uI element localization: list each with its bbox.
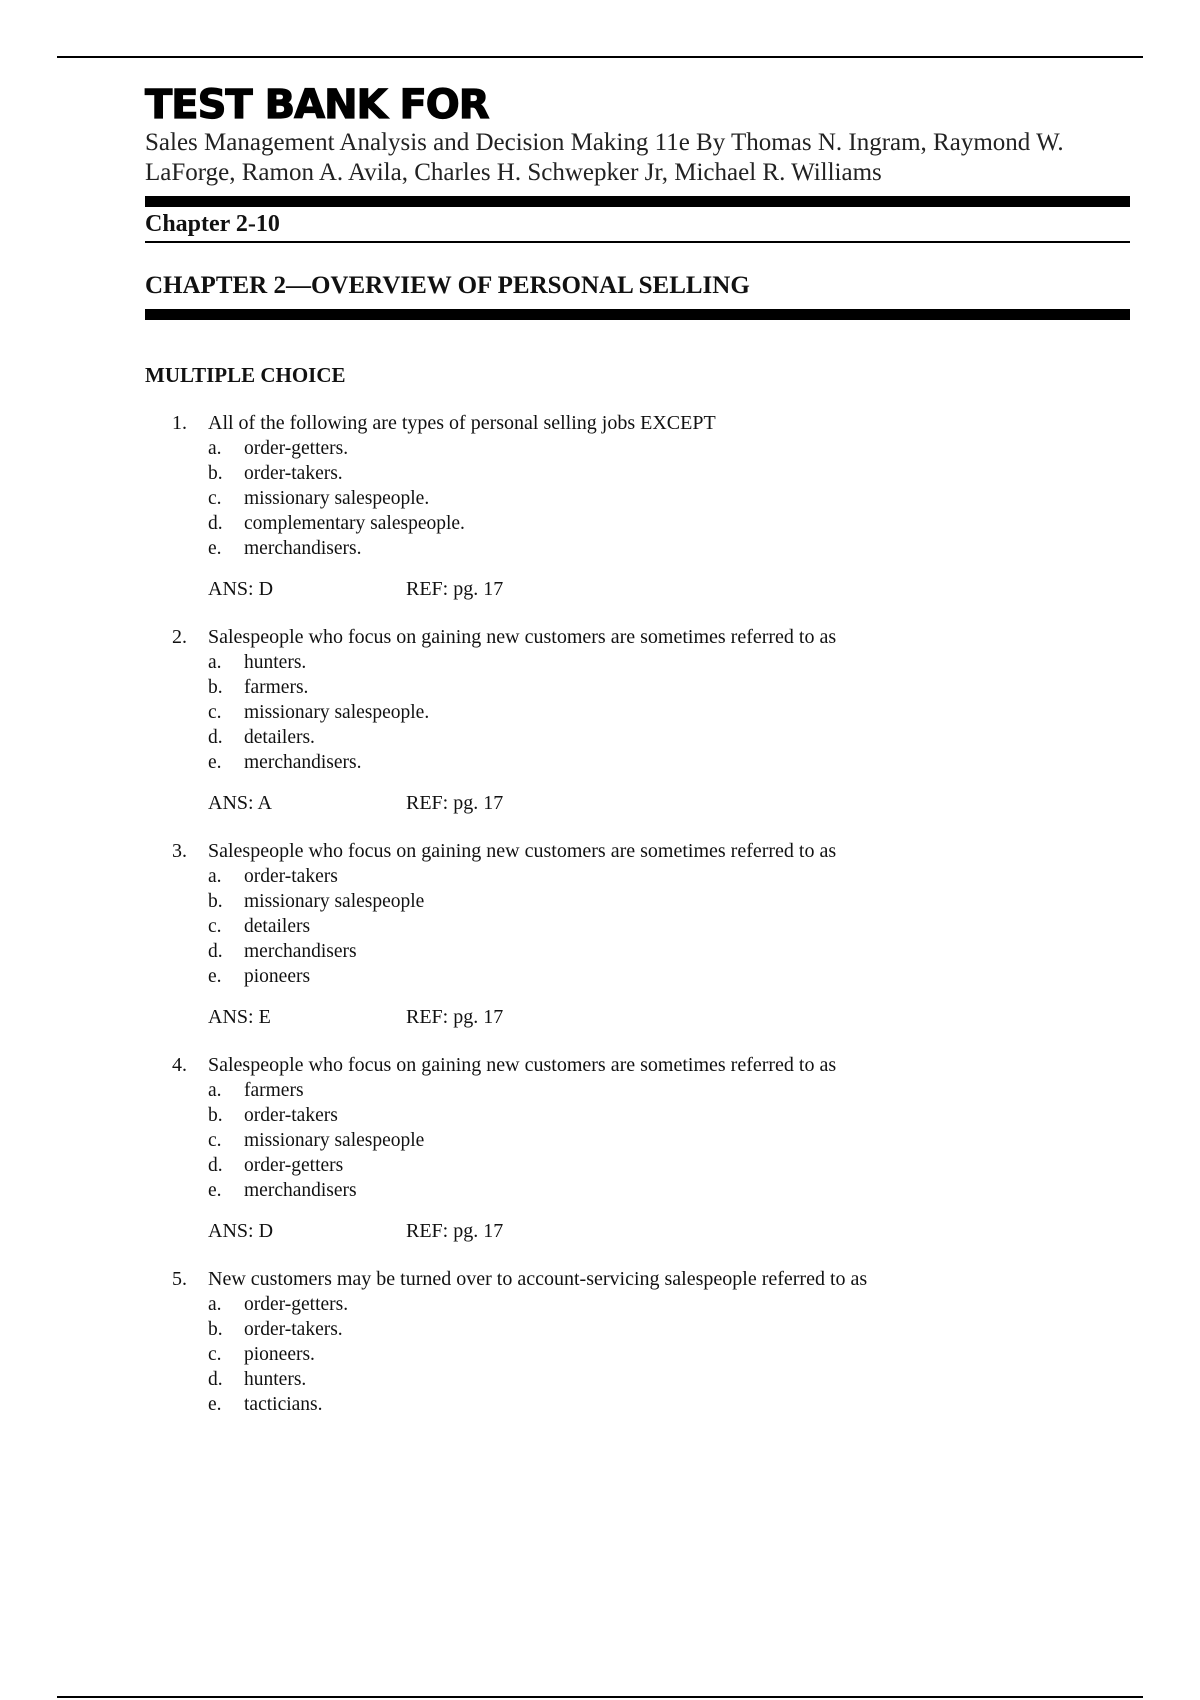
option-item: [208, 1128, 1130, 1153]
option-letter: a.: [208, 652, 222, 673]
option-item: [208, 750, 1130, 775]
question-number: 2.: [172, 626, 187, 648]
chapter-range: Chapter 2-10: [145, 211, 280, 237]
answer-line: [208, 576, 1130, 602]
option-letter: d.: [208, 1155, 223, 1176]
option-item: [208, 536, 1130, 561]
question-number: 3.: [172, 840, 187, 862]
book-title-line-1: Sales Management Analysis and Decision Making 11e By Thomas N. Ingram, Raymond W.: [145, 129, 1064, 156]
page-reference: REF: pg. 17: [406, 792, 504, 814]
option-item: [208, 486, 1130, 511]
question-number: 1.: [172, 412, 187, 434]
option-text: hunters.: [244, 652, 307, 673]
option-letter: e.: [208, 752, 222, 773]
option-item: [208, 964, 1130, 989]
option-letter: d.: [208, 1369, 223, 1390]
book-title-line-2: LaForge, Ramon A. Avila, Charles H. Schwepker Jr, Michael R. Williams: [145, 159, 882, 186]
option-text: order-takers.: [244, 463, 343, 484]
option-text: order-takers: [244, 866, 338, 887]
option-item: [208, 1153, 1130, 1178]
option-item: [208, 1317, 1130, 1342]
option-text: farmers: [244, 1080, 304, 1101]
option-letter: b.: [208, 463, 223, 484]
question-text: Salespeople who focus on gaining new customers are sometimes referred to as: [208, 626, 837, 648]
option-letter: b.: [208, 891, 223, 912]
answer-line: [208, 790, 1130, 816]
option-text: pioneers.: [244, 1344, 315, 1365]
option-text: order-takers: [244, 1105, 338, 1126]
question-text: Salespeople who focus on gaining new customers are sometimes referred to as: [208, 840, 837, 862]
bottom-divider: [57, 1696, 1143, 1698]
option-item: [208, 914, 1130, 939]
option-letter: a.: [208, 438, 222, 459]
option-item: [208, 511, 1130, 536]
answer-key: ANS: D: [208, 1220, 274, 1242]
answer-key: ANS: A: [208, 792, 272, 814]
answer-key: ANS: E: [208, 1006, 271, 1028]
option-text: complementary salespeople.: [244, 513, 465, 534]
question-text: Salespeople who focus on gaining new customers are sometimes referred to as: [208, 1054, 837, 1076]
option-item: [208, 1078, 1130, 1103]
option-text: farmers.: [244, 677, 309, 698]
page-reference: REF: pg. 17: [406, 1006, 504, 1028]
option-item: [208, 1342, 1130, 1367]
chapter-range-divider: [145, 241, 1130, 243]
option-letter: a.: [208, 1294, 222, 1315]
option-text: detailers: [244, 916, 311, 937]
option-text: merchandisers.: [244, 752, 362, 773]
question-2: [145, 624, 1130, 816]
answer-line: [208, 1218, 1130, 1244]
option-text: detailers.: [244, 727, 315, 748]
option-item: [208, 1392, 1130, 1417]
document-title: TEST BANK FOR: [145, 82, 489, 128]
option-item: [208, 436, 1130, 461]
option-item: [208, 1103, 1130, 1128]
option-letter: e.: [208, 538, 222, 559]
chapter-heading: CHAPTER 2—OVERVIEW OF PERSONAL SELLING: [145, 272, 750, 299]
title-divider: [145, 196, 1130, 207]
top-divider: [57, 56, 1143, 58]
answer-key: ANS: D: [208, 578, 274, 600]
question-3: [145, 838, 1130, 1030]
option-item: [208, 1367, 1130, 1392]
option-letter: e.: [208, 1180, 222, 1201]
option-text: missionary salespeople: [244, 1130, 425, 1151]
option-letter: c.: [208, 702, 222, 723]
page-reference: REF: pg. 17: [406, 578, 504, 600]
question-list: [145, 410, 1130, 1417]
option-item: [208, 461, 1130, 486]
question-number: 4.: [172, 1054, 187, 1076]
option-item: [208, 725, 1130, 750]
option-letter: d.: [208, 727, 223, 748]
option-letter: e.: [208, 1394, 222, 1415]
option-letter: b.: [208, 1105, 223, 1126]
option-item: [208, 700, 1130, 725]
option-text: order-getters.: [244, 1294, 349, 1315]
option-text: pioneers: [244, 966, 311, 987]
question-4: [145, 1052, 1130, 1244]
option-text: missionary salespeople: [244, 891, 425, 912]
option-letter: c.: [208, 488, 222, 509]
question-1: [145, 410, 1130, 602]
option-item: [208, 1178, 1130, 1203]
option-item: [208, 864, 1130, 889]
option-text: order-getters.: [244, 438, 349, 459]
option-letter: c.: [208, 1344, 222, 1365]
option-text: merchandisers: [244, 1180, 357, 1201]
option-item: [208, 650, 1130, 675]
option-letter: d.: [208, 513, 223, 534]
option-text: tacticians.: [244, 1394, 323, 1415]
option-item: [208, 1292, 1130, 1317]
option-letter: b.: [208, 1319, 223, 1340]
option-text: merchandisers.: [244, 538, 362, 559]
option-letter: c.: [208, 1130, 222, 1151]
option-text: order-takers.: [244, 1319, 343, 1340]
option-text: hunters.: [244, 1369, 307, 1390]
option-item: [208, 675, 1130, 700]
option-letter: d.: [208, 941, 223, 962]
option-text: merchandisers: [244, 941, 357, 962]
question-text: All of the following are types of personal selling jobs EXCEPT: [208, 412, 716, 434]
answer-line: [208, 1004, 1130, 1030]
document-body: [145, 82, 1130, 1439]
option-letter: c.: [208, 916, 222, 937]
option-item: [208, 939, 1130, 964]
option-item: [208, 889, 1130, 914]
option-text: order-getters: [244, 1155, 344, 1176]
option-letter: a.: [208, 1080, 222, 1101]
option-letter: b.: [208, 677, 223, 698]
question-text: New customers may be turned over to account-servicing salespeople referred to as: [208, 1268, 868, 1290]
question-5: [145, 1266, 1130, 1417]
question-number: 5.: [172, 1268, 187, 1290]
chapter-heading-divider: [145, 309, 1130, 320]
option-text: missionary salespeople.: [244, 488, 430, 509]
section-heading: MULTIPLE CHOICE: [145, 363, 346, 387]
option-letter: a.: [208, 866, 222, 887]
option-letter: e.: [208, 966, 222, 987]
page-reference: REF: pg. 17: [406, 1220, 504, 1242]
option-text: missionary salespeople.: [244, 702, 430, 723]
